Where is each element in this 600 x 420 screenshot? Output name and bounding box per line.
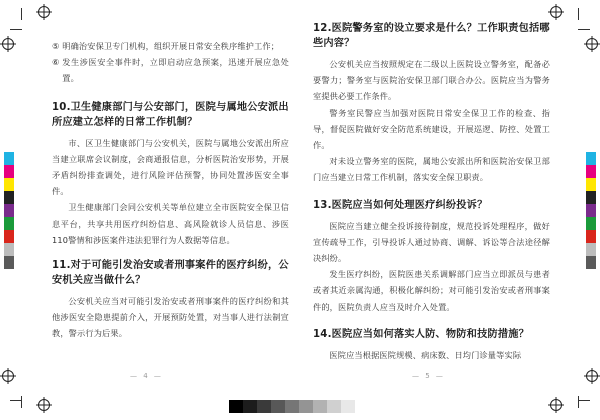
gray-swatch xyxy=(229,400,243,413)
color-swatch xyxy=(586,165,596,178)
right-text-column xyxy=(313,21,550,363)
color-swatch xyxy=(586,217,596,230)
registration-mark xyxy=(550,399,562,411)
section-heading: 10.卫生健康部门与公安部门，医院与属地公安派出所应建立怎样的日常工作机制？ xyxy=(52,101,289,128)
color-swatch xyxy=(586,230,596,243)
right-page-content xyxy=(300,0,600,420)
right-page xyxy=(300,0,600,420)
left-text-column xyxy=(52,38,289,342)
registration-mark xyxy=(38,399,50,411)
list-item xyxy=(52,54,289,86)
color-swatch xyxy=(586,152,596,165)
gray-swatch xyxy=(243,400,257,413)
paragraph: 公安机关应当对可能引发治安或者刑事案件的医疗纠纷和其他涉医安全隐患提前介入，开展预防处置，对当事人进行法制宣教，警示行为后果。 xyxy=(52,296,289,339)
paragraph: 市、区卫生健康部门与公安机关，医院与属地公安派出所应当建立联席会议制度，会商通报信息，分析医院治安形势，开展矛盾纠纷排查调处，进行风险评估预警，协同处置涉医安全事件。 xyxy=(52,137,289,197)
gray-swatch xyxy=(271,400,285,413)
registration-mark xyxy=(38,6,50,18)
color-swatch xyxy=(4,217,14,230)
paragraph: 对未设立警务室的医院，属地公安派出所和医院治安保卫部门应当建立日常工作机制，落实安全保卫职责。 xyxy=(313,156,550,183)
color-calibration-bar xyxy=(586,152,596,269)
gray-swatch xyxy=(285,400,299,413)
registration-mark xyxy=(550,6,562,18)
registration-mark xyxy=(586,38,598,50)
paragraph: 医院应当建立健全投诉接待制度，规范投诉处理程序，做好宣传疏导工作，引导投诉人通过协商、调解、诉讼等合法途径解决纠纷。 xyxy=(313,220,550,264)
crop-mark xyxy=(21,8,22,20)
crop-mark xyxy=(10,29,22,30)
crop-mark xyxy=(578,400,590,401)
crop-mark xyxy=(21,396,22,408)
color-swatch xyxy=(586,204,596,217)
paragraph: 公安机关应当按照规定在二级以上医院设立警务室，配备必要警力；警务室与医院治安保卫部门联合办公。医院应当为警务室提供必要工作条件。 xyxy=(313,59,550,102)
color-swatch xyxy=(4,243,14,256)
color-calibration-bar xyxy=(4,152,14,269)
list-item-marker: ⑥ xyxy=(52,57,60,68)
color-swatch xyxy=(4,178,14,191)
color-swatch xyxy=(586,256,596,269)
crop-mark xyxy=(578,8,579,20)
section-heading: 11.对于可能引发治安或者刑事案件的医疗纠纷，公安机关应当做什么？ xyxy=(52,260,289,287)
section-heading: 13.医院应当如何处理医疗纠纷投诉？ xyxy=(313,199,488,211)
list-item-text: 明确治安保卫专门机构，组织开展日常安全秩序维护工作； xyxy=(62,41,280,51)
list-item-text: 发生涉医安全事件时，立即启动应急预案，迅速开展应急处置。 xyxy=(62,57,289,84)
gray-swatch xyxy=(299,400,313,413)
list-item-marker: ⑤ xyxy=(52,41,60,51)
color-swatch xyxy=(4,191,14,204)
registration-mark xyxy=(2,38,14,50)
color-swatch xyxy=(4,204,14,217)
paragraph: 发生医疗纠纷，医院医患关系调解部门应当立即派员与患者或者其近亲属沟通，积极化解纠纷；对可能引发治安或者刑事案件的，医院负责人应当及时介入处置。 xyxy=(313,269,550,312)
color-swatch xyxy=(4,256,14,269)
crop-mark xyxy=(578,396,579,408)
paragraph: 医院应当根据医院规模、病床数、日均门诊量等实际 xyxy=(329,349,522,360)
list-item xyxy=(52,38,289,54)
crop-mark xyxy=(578,29,590,30)
paragraph: 警务室民警应当加强对医院日常安全保卫工作的检查、指导，督促医院做好安全防范系统建设，开展巡逻、防控、处置工作。 xyxy=(313,107,550,151)
paragraph: 卫生健康部门会同公安机关等单位建立全市医院安全保卫信息平台，共享共用医疗纠纷信息、高风险就诊人员信息、涉医110警情和涉医案件违法犯罪行为人数据等信息。 xyxy=(52,202,289,245)
color-swatch xyxy=(586,243,596,256)
color-swatch xyxy=(4,152,14,165)
color-swatch xyxy=(586,191,596,204)
section-heading: 14.医院应当如何落实人防、物防和技防措施？ xyxy=(313,328,530,340)
section-heading: 12.医院警务室的设立要求是什么？工作职责包括哪些内容？ xyxy=(313,23,550,49)
grayscale-calibration-bar xyxy=(229,400,369,413)
page-number: — 5 — xyxy=(412,372,445,380)
gray-swatch xyxy=(257,400,271,413)
page-number: — 4 — xyxy=(130,372,163,380)
color-swatch xyxy=(4,165,14,178)
color-swatch xyxy=(586,178,596,191)
color-swatch xyxy=(4,230,14,243)
gray-swatch xyxy=(341,400,355,413)
registration-mark xyxy=(2,370,14,382)
gray-swatch xyxy=(313,400,327,413)
gray-swatch xyxy=(327,400,341,413)
gray-swatch xyxy=(355,400,369,413)
registration-mark xyxy=(586,370,598,382)
